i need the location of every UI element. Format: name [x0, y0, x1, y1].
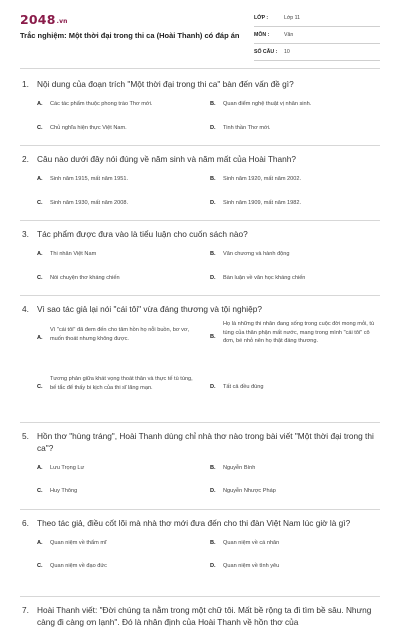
question-number: 7. — [22, 605, 29, 615]
option-letter: D. — [210, 563, 216, 569]
option-b[interactable] — [210, 175, 380, 184]
option-a[interactable] — [37, 250, 197, 259]
meta-value: Văn — [284, 32, 294, 38]
option-text: Tất cả đều đúng — [223, 384, 264, 390]
option-a[interactable] — [37, 539, 197, 548]
option-a[interactable] — [37, 464, 197, 473]
meta-value: Lớp 11 — [284, 15, 300, 21]
option-text: Thi nhân Việt Nam — [50, 251, 97, 257]
option-text: Quan niệm về thẩm mĩ — [50, 540, 107, 546]
option-d[interactable] — [210, 274, 380, 283]
option-letter: B. — [210, 334, 216, 340]
option-text: Nguyễn Nhược Pháp — [223, 488, 276, 494]
question-1 — [20, 78, 380, 146]
quiz-title: Trắc nghiệm: Một thời đại trong thi ca (Hoài Thanh) có đáp án — [20, 31, 240, 40]
option-letter: A. — [37, 251, 43, 257]
page-header — [0, 0, 400, 64]
option-b[interactable] — [210, 464, 380, 473]
meta-row-subject — [254, 29, 380, 44]
question-text — [20, 228, 380, 240]
option-text: Quan niệm về tình yêu — [223, 563, 280, 569]
question-text — [20, 303, 380, 315]
option-c[interactable] — [37, 562, 197, 571]
option-text: Tương phản giữa khát vọng thoát thân và thực tế tù túng, bế tắc để thấy bi kịch của thi sĩ lãng mạn. — [50, 376, 193, 391]
option-text: Chủ nghĩa hiện thực Việt Nam. — [50, 125, 127, 131]
option-letter: B. — [210, 251, 216, 257]
option-text: Họ là những thi nhân đang sống trong cuộc đời mong mỏi, tù túng của thân phận mất nước, mang trong mình "cái tôi" cô đơn, bé nhỏ nên họ thật đáng thương. — [223, 321, 375, 345]
option-d[interactable] — [210, 562, 380, 571]
option-text: Vì "cái tôi" đã đem đến cho tâm hồn họ nỗi buồn, bơ vơ, muốn thoát nhưng không được. — [50, 327, 190, 342]
question-stem: Hồn thơ "hùng tráng", Hoài Thanh dùng chỉ nhà thơ nào trong bài viết "Một thời đại trong thi ca"? — [37, 431, 374, 453]
option-c[interactable] — [37, 274, 197, 283]
option-letter: A. — [37, 465, 43, 471]
option-b[interactable] — [210, 250, 380, 259]
question-6 — [20, 517, 380, 597]
option-c[interactable] — [37, 124, 197, 133]
option-d[interactable] — [210, 487, 380, 496]
option-text: Nguyễn Bính — [223, 465, 256, 471]
option-text: Nói chuyện thơ kháng chiến — [50, 275, 120, 281]
site-logo[interactable] — [20, 12, 68, 27]
question-5 — [20, 430, 380, 510]
option-letter: C. — [37, 384, 43, 390]
logo-text: 2048 — [20, 12, 56, 27]
option-text: Văn chương và hành động — [223, 251, 290, 257]
meta-row-class — [254, 12, 380, 27]
option-b[interactable] — [210, 320, 380, 346]
option-a[interactable] — [37, 326, 197, 343]
option-d[interactable] — [210, 124, 380, 133]
question-text — [20, 517, 380, 529]
option-letter: D. — [210, 200, 216, 206]
option-letter: B. — [210, 540, 216, 546]
option-text: Các tác phẩm thuộc phong trào Thơ mới. — [50, 101, 153, 107]
question-stem: Nội dung của đoạn trích "Một thời đại trong thi ca" bàn đến vấn đề gì? — [37, 79, 294, 89]
logo-suffix: .vn — [56, 18, 68, 25]
option-letter: A. — [37, 101, 43, 107]
meta-label: LỚP : — [254, 15, 269, 21]
option-letter: D. — [210, 384, 216, 390]
option-text: Sinh năm 1915, mất năm 1951. — [50, 176, 129, 182]
option-letter: D. — [210, 125, 216, 131]
question-text — [20, 153, 380, 165]
option-text: Lưu Trọng Lư — [50, 465, 85, 471]
quiz-meta-table — [254, 12, 380, 63]
option-text: Bàn luận về văn học kháng chiến — [223, 275, 306, 281]
question-stem: Hoài Thanh viết: "Đời chúng ta nằm trong một chữ tôi. Mất bề rộng ta đi tìm bề sâu. Nhưng càng đi càng ơn lạnh". Đó là nhân định của Hoài Thanh về hồn thơ của — [37, 605, 372, 627]
option-letter: C. — [37, 125, 43, 131]
option-c[interactable] — [37, 375, 197, 392]
option-c[interactable] — [37, 487, 197, 496]
option-letter: C. — [37, 563, 43, 569]
question-stem: Theo tác giả, điều cốt lõi mà nhà thơ mới đưa đến cho thi đàn Việt Nam lúc giờ là gì? — [37, 518, 351, 528]
option-c[interactable] — [37, 199, 197, 208]
question-list — [20, 78, 380, 644]
option-text: Quan điểm nghệ thuật vị nhân sinh. — [223, 101, 312, 107]
option-text: Huy Thông — [50, 488, 78, 494]
option-a[interactable] — [37, 175, 197, 184]
option-letter: B. — [210, 176, 216, 182]
question-2 — [20, 153, 380, 221]
meta-label: MÔN : — [254, 32, 270, 38]
option-letter: D. — [210, 488, 216, 494]
option-letter: C. — [37, 275, 43, 281]
question-text — [20, 604, 380, 628]
question-stem: Vì sao tác giả lại nói "cái tôi" vừa đáng thương và tội nghiệp? — [37, 304, 262, 314]
option-letter: B. — [210, 101, 216, 107]
option-text: Quan niệm về đạo đức — [50, 563, 107, 569]
question-text — [20, 430, 380, 454]
option-letter: B. — [210, 465, 216, 471]
option-text: Quan niệm về cá nhân — [223, 540, 280, 546]
question-7 — [20, 604, 380, 644]
question-stem: Tác phẩm được đưa vào là tiểu luận cho cuốn sách nào? — [37, 229, 248, 239]
header-divider — [20, 68, 380, 69]
option-text: Tinh thần Thơ mới. — [223, 125, 271, 131]
option-b[interactable] — [210, 539, 380, 548]
option-letter: C. — [37, 200, 43, 206]
meta-row-count — [254, 46, 380, 61]
question-number: 5. — [22, 431, 29, 441]
option-letter: A. — [37, 335, 43, 341]
option-text: Sinh năm 1909, mất năm 1982. — [223, 200, 302, 206]
option-d[interactable] — [210, 383, 380, 392]
option-text: Sinh năm 1930, mất năm 2008. — [50, 200, 129, 206]
option-letter: A. — [37, 176, 43, 182]
option-text: Sinh năm 1920, mất năm 2002. — [223, 176, 302, 182]
question-4 — [20, 303, 380, 423]
option-a[interactable] — [37, 100, 197, 109]
option-letter: D. — [210, 275, 216, 281]
meta-value: 10 — [284, 49, 290, 55]
question-3 — [20, 228, 380, 296]
question-number: 1. — [22, 79, 29, 89]
question-number: 2. — [22, 154, 29, 164]
question-stem: Câu nào dưới đây nói đúng về năm sinh và năm mất của Hoài Thanh? — [37, 154, 296, 164]
question-number: 3. — [22, 229, 29, 239]
option-letter: A. — [37, 540, 43, 546]
option-b[interactable] — [210, 100, 380, 109]
option-letter: C. — [37, 488, 43, 494]
meta-label: SỐ CÂU : — [254, 49, 278, 55]
option-d[interactable] — [210, 199, 380, 208]
question-text — [20, 78, 380, 90]
question-number: 4. — [22, 304, 29, 314]
question-number: 6. — [22, 518, 29, 528]
